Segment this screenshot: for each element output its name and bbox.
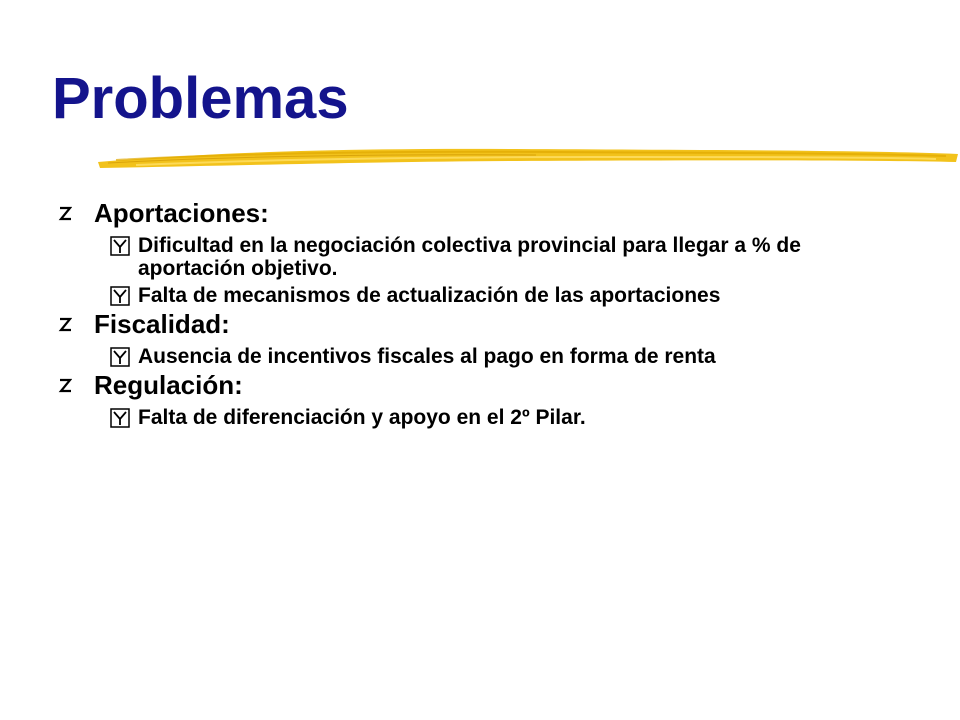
y-bullet-icon xyxy=(110,345,138,368)
z-bullet-icon xyxy=(58,368,94,402)
list-item-text: Falta de diferenciación y apoyo en el 2º Pilar. xyxy=(138,406,586,429)
y-bullet-icon xyxy=(110,284,138,307)
section-heading-label: Aportaciones: xyxy=(94,198,269,228)
section-heading xyxy=(58,368,898,402)
z-bullet-icon xyxy=(58,196,94,230)
section-fiscalidad xyxy=(58,307,898,368)
section-heading-label: Fiscalidad: xyxy=(94,309,230,339)
list-item xyxy=(110,345,898,368)
y-bullet-icon xyxy=(110,406,138,429)
section-heading-label: Regulación: xyxy=(94,370,243,400)
list-item xyxy=(110,284,898,307)
section-heading xyxy=(58,196,898,230)
bullet-content xyxy=(58,196,898,429)
section-regulacion xyxy=(58,368,898,429)
list-item-text: Dificultad en la negociación colectiva provincial para llegar a % de aportación objetivo. xyxy=(138,234,801,280)
brush-underline-icon xyxy=(96,138,960,178)
section-heading xyxy=(58,307,898,341)
list-item xyxy=(110,234,898,280)
slide-title: Problemas xyxy=(52,66,349,131)
z-bullet-icon xyxy=(58,307,94,341)
list-item-text: Ausencia de incentivos fiscales al pago en forma de renta xyxy=(138,345,716,368)
y-bullet-icon xyxy=(110,234,138,257)
section-aportaciones xyxy=(58,196,898,307)
list-item-text: Falta de mecanismos de actualización de las aportaciones xyxy=(138,284,721,307)
list-item xyxy=(110,406,898,429)
